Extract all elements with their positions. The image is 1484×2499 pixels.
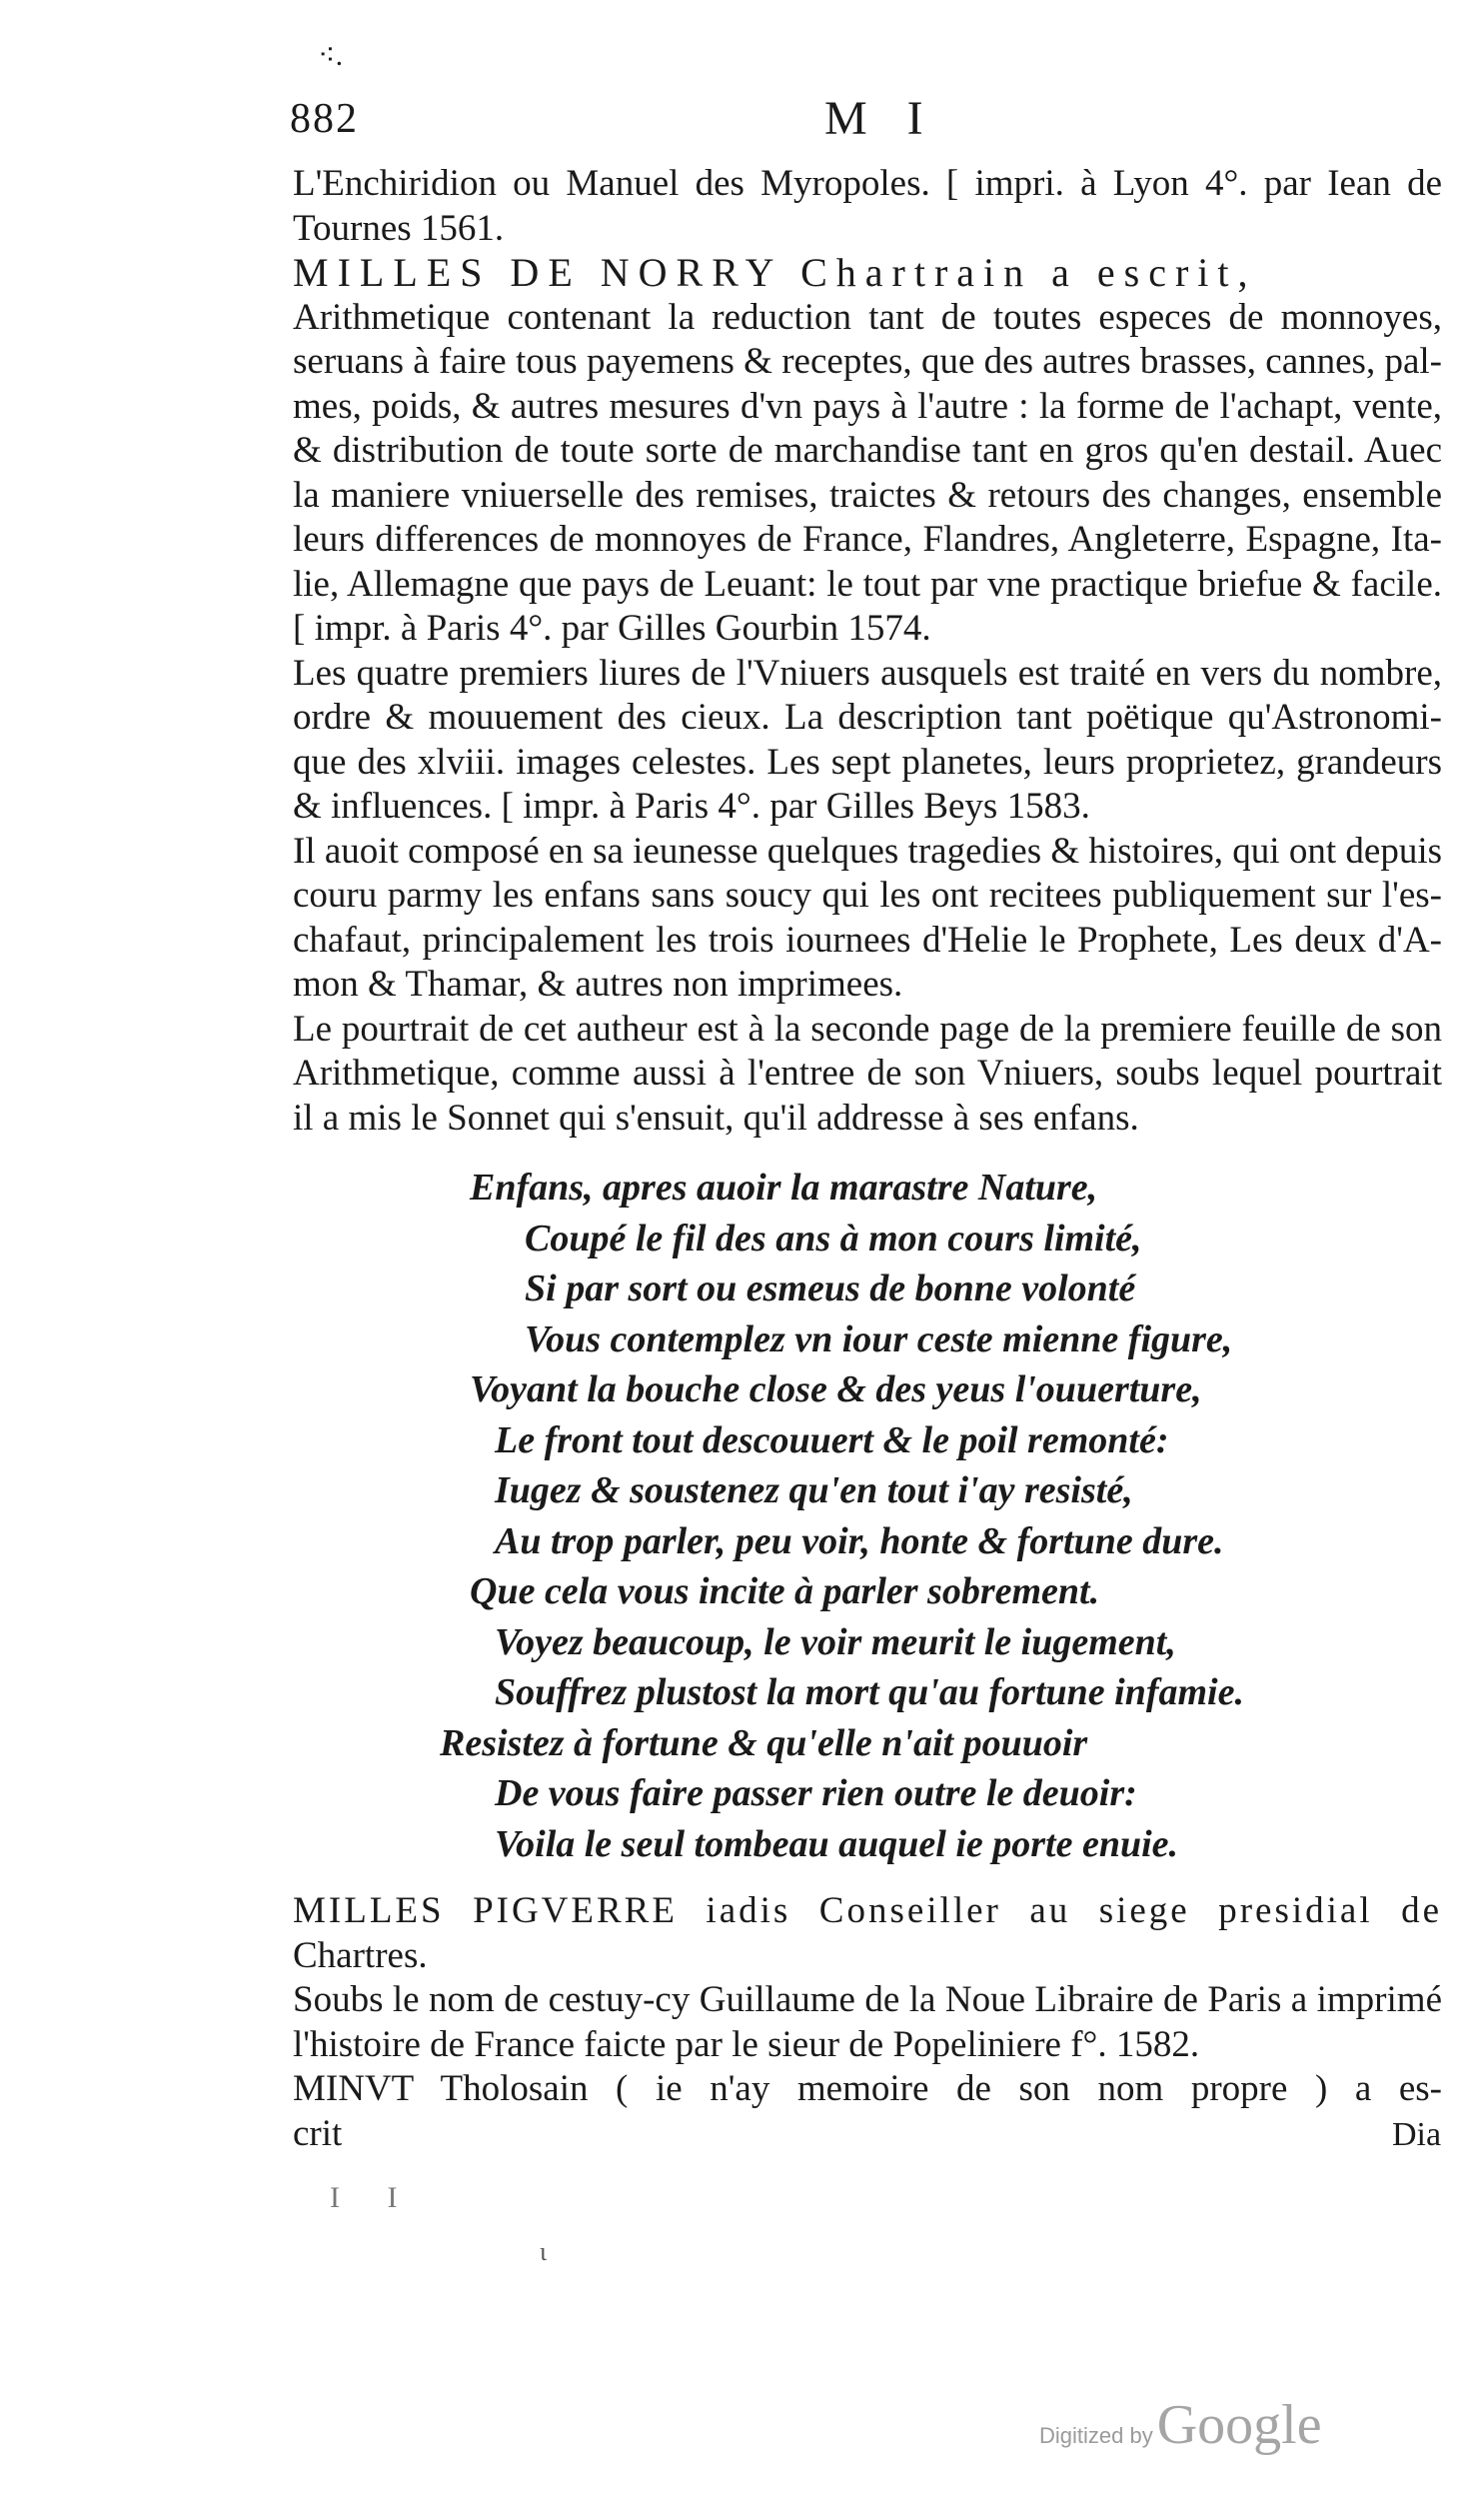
google-logo: Google xyxy=(1156,2394,1322,2456)
page-number: 882 xyxy=(290,96,359,142)
text-line: seruans à faire tous payemens & receptes, que des autres brasses, cannes, pal- xyxy=(293,341,1442,382)
sonnet xyxy=(440,1163,1319,1869)
text-line: leurs differences de monnoyes de France, Flandres, Angleterre, Espagne, Ita- xyxy=(293,519,1442,560)
text-line: Arithmetique, comme aussi à l'entree de son Vniuers, soubs lequel pourtrait xyxy=(293,1053,1442,1094)
text-line: l'histoire de France faicte par le sieur de Popeliniere f°. 1582. xyxy=(293,2023,1200,2065)
watermark-prefix: Digitized by xyxy=(1039,2423,1153,2448)
entry-heading: MINVT Tholosain ( ie n'ay memoire de son nom propre ) a es- xyxy=(293,2068,1442,2109)
text-line: Chartres. xyxy=(293,1934,428,1976)
running-head: M I xyxy=(824,92,937,145)
entry-heading: MILLES DE NORRY Chartrain a escrit, xyxy=(293,250,1257,295)
sonnet-verse: Si par sort ou esmeus de bonne volonté xyxy=(525,1267,1136,1309)
text-line: & distribution de toute sorte de marchandise tant en gros qu'en destail. Auec xyxy=(293,430,1442,471)
sonnet-verse: Enfans, apres auoir la marastre Nature, xyxy=(470,1167,1098,1209)
text-line: Le pourtrait de cet autheur est à la seconde page de la premiere feuille de son xyxy=(293,1008,1442,1050)
ink-mark: ⁖. xyxy=(318,39,344,72)
text-line: [ impr. à Paris 4°. par Gilles Gourbin 1574. xyxy=(293,608,931,649)
text-line: Les quatre premiers liures de l'Vniuers ausquels est traité en vers du nombre, xyxy=(293,652,1442,694)
sonnet-verse: Souffrez plustost la mort qu'au fortune infamie. xyxy=(495,1671,1244,1713)
main-text-block xyxy=(293,162,1442,1141)
lower-text-block xyxy=(293,1889,1442,2156)
text-line: couru parmy les enfans sans soucy qui les ont recitees publiquement sur l'es- xyxy=(293,875,1442,916)
text-line: il a mis le Sonnet qui s'ensuit, qu'il addresse à ses enfans. xyxy=(293,1097,1139,1139)
sonnet-verse: De vous faire passer rien outre le deuoir: xyxy=(495,1772,1137,1814)
ink-mark: ɩ xyxy=(540,2237,547,2266)
sonnet-verse: Vous contemplez vn iour ceste mienne figure, xyxy=(525,1317,1233,1360)
text-line: la maniere vniuerselle des remises, traictes & retours des changes, ensemble xyxy=(293,474,1442,516)
catchword: Dia xyxy=(1392,2116,1442,2153)
sonnet-verse: Le front tout descouuert & le poil remonté: xyxy=(495,1418,1169,1461)
sonnet-verse: Coupé le fil des ans à mon cours limité, xyxy=(525,1217,1142,1259)
sonnet-verse: Voyez beaucoup, le voir meurit le iugement, xyxy=(495,1620,1176,1663)
text-line: & influences. [ impr. à Paris 4°. par Gilles Beys 1583. xyxy=(293,786,1090,827)
text-line: Il auoit composé en sa ieunesse quelques tragedies & histoires, qui ont depuis xyxy=(293,830,1442,872)
text-line: ordre & mouuement des cieux. La description tant poëtique qu'Astronomi- xyxy=(293,697,1442,738)
sonnet-verse: Voila le seul tombeau auquel ie porte enuie. xyxy=(495,1822,1179,1865)
entry-heading: MILLES PIGVERRE iadis Conseiller au siege presidial de xyxy=(293,1890,1442,1931)
sonnet-verse: Iugez & soustenez qu'en tout i'ay resisté, xyxy=(495,1469,1133,1511)
sonnet-verse: Au trop parler, peu voir, honte & fortune dure. xyxy=(495,1519,1224,1562)
text-line: mes, poids, & autres mesures d'vn pays à l'autre : la forme de l'achapt, vente, xyxy=(293,385,1442,427)
bleed-through-mark: I I xyxy=(330,2181,418,2214)
sonnet-verse: Que cela vous incite à parler sobrement. xyxy=(470,1570,1100,1612)
text-line: Soubs le nom de cestuy-cy Guillaume de la Noue Libraire de Paris a imprimé xyxy=(293,1979,1442,2020)
sonnet-verse: Resistez à fortune & qu'elle n'ait pouuoir xyxy=(440,1721,1088,1764)
text-line: que des xlviii. images celestes. Les sept planetes, leurs proprietez, grandeurs xyxy=(293,741,1442,783)
text-line: mon & Thamar, & autres non imprimees. xyxy=(293,964,903,1005)
text-line: Tournes 1561. xyxy=(293,207,505,249)
sonnet-verse: Voyant la bouche close & des yeus l'ouuerture, xyxy=(470,1368,1202,1410)
text-line: chafaut, principalement les trois iournees d'Helie le Prophete, Les deux d'A- xyxy=(293,919,1442,961)
text-line: L'Enchiridion ou Manuel des Myropoles. [ impri. à Lyon 4°. par Iean de xyxy=(293,163,1442,204)
page-header xyxy=(290,92,1449,155)
text-line: Arithmetique contenant la reduction tant de toutes especes de monnoyes, xyxy=(293,296,1442,338)
text-line: crit xyxy=(293,2112,343,2154)
digitized-watermark xyxy=(1039,2393,1322,2457)
text-line: lie, Allemagne que pays de Leuant: le tout par vne practique briefue & facile. xyxy=(293,563,1442,605)
